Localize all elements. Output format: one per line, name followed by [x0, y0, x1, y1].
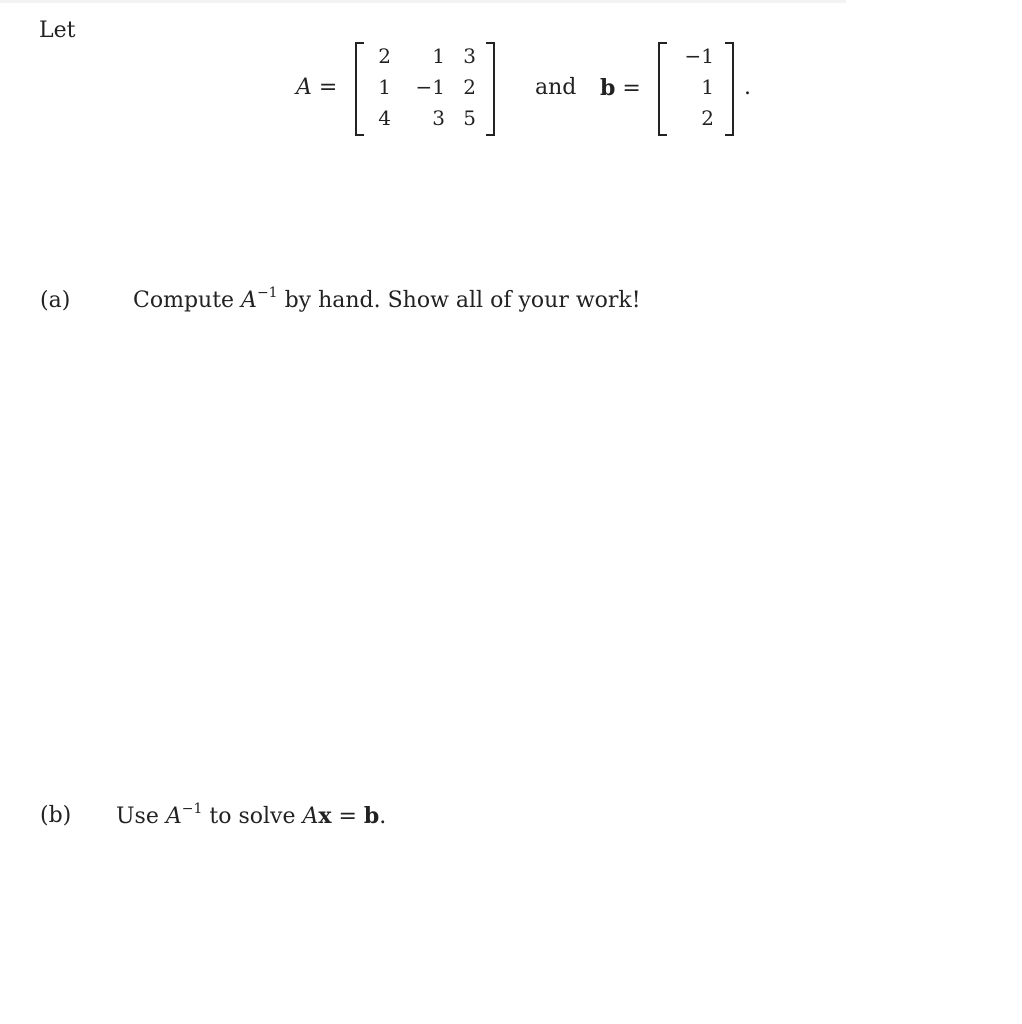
matrix-a-symbol: A — [296, 75, 312, 100]
part-b-equals: = — [331, 804, 364, 829]
part-a-text-before: Compute — [133, 288, 242, 313]
page-top-edge — [0, 0, 846, 3]
vector-b-symbol: b — [600, 75, 616, 101]
matrix-a-cell: 4 — [378, 106, 391, 130]
part-a-text — [133, 285, 641, 313]
connector-text: and — [535, 75, 577, 100]
matrix-a-cell: 5 — [463, 106, 476, 130]
part-a-exponent: −1 — [256, 285, 278, 301]
vector-b-equals: = — [622, 76, 641, 101]
matrix-a-equals: = — [318, 75, 338, 100]
part-b-text-mid: to solve — [202, 804, 303, 829]
vector-b-cell: 1 — [701, 75, 714, 99]
vector-b-cell: 2 — [701, 106, 714, 130]
vector-b-label — [600, 75, 641, 101]
part-a-text-after: by hand. Show all of your work! — [277, 288, 641, 313]
part-b-text — [116, 803, 386, 829]
matrix-a-cell: 2 — [378, 44, 391, 68]
matrix-a-label — [296, 75, 337, 100]
part-a-symbol: A — [241, 288, 257, 313]
part-b-symbol-a: A — [302, 804, 319, 829]
matrix-a-cell: 3 — [463, 44, 476, 68]
part-b-text-before: Use — [116, 804, 166, 829]
matrix-a-cell: 2 — [463, 75, 476, 99]
matrix-a-right-bracket — [486, 42, 495, 136]
part-b-symbol-inv: A — [165, 804, 182, 829]
part-b-period: . — [379, 804, 387, 829]
part-b-label: (b) — [40, 803, 72, 828]
part-b-symbol-b: b — [363, 803, 380, 829]
intro-text: Let — [39, 18, 76, 43]
vector-b-period: . — [744, 75, 751, 100]
vector-b-right-bracket — [725, 42, 734, 136]
part-b-exponent: −1 — [181, 801, 203, 817]
part-a-label: (a) — [40, 288, 71, 313]
matrix-a-cell: −1 — [415, 75, 445, 99]
matrix-a-cell: 3 — [432, 106, 445, 130]
matrix-a-cell: 1 — [378, 75, 391, 99]
matrix-a-cell: 1 — [432, 44, 445, 68]
part-b-symbol-x: x — [318, 803, 332, 829]
vector-b-left-bracket — [658, 42, 667, 136]
matrix-a — [355, 42, 495, 134]
vector-b — [658, 42, 734, 134]
vector-b-cell: −1 — [684, 44, 714, 68]
